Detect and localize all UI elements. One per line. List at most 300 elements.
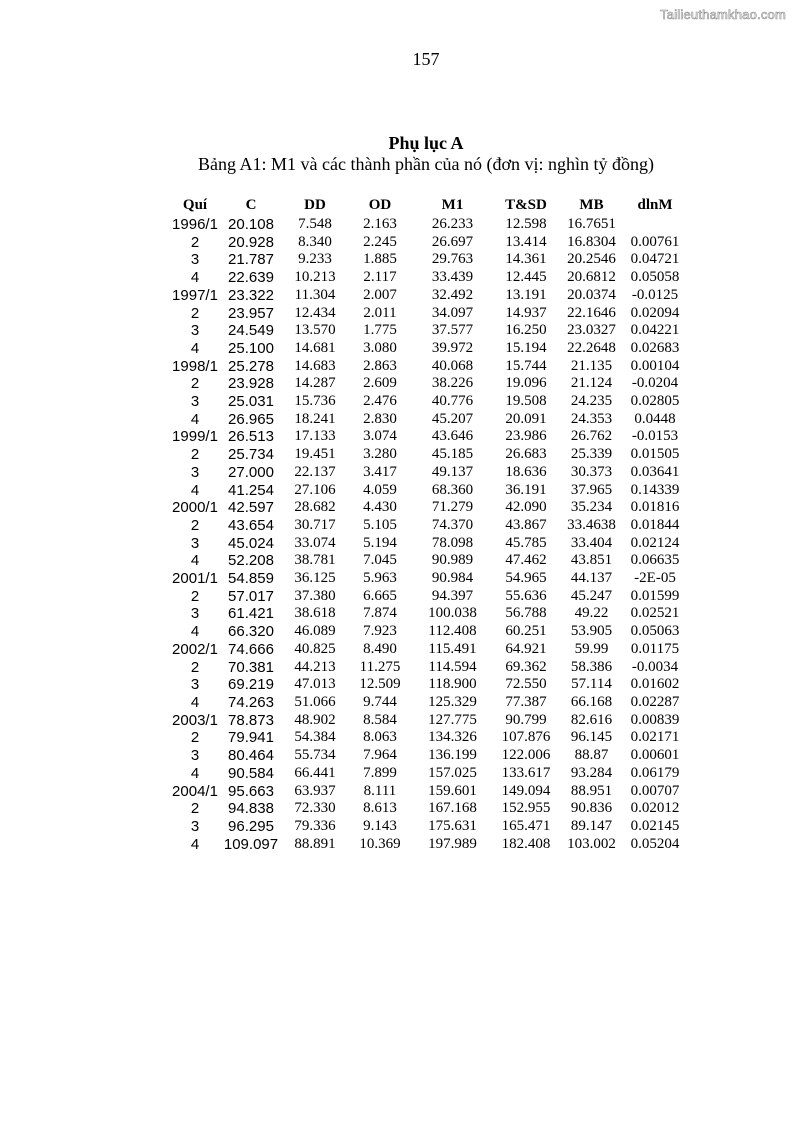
- cell-mb: 20.0374: [567, 286, 616, 303]
- cell-m1: 94.397: [431, 587, 474, 604]
- cell-od: 3.080: [363, 339, 397, 356]
- cell-mb: 20.2546: [567, 251, 616, 268]
- table-row: [172, 251, 688, 269]
- table-row: [172, 269, 688, 287]
- cell-dd: 30.717: [294, 516, 336, 533]
- table-row: [172, 641, 688, 659]
- cell-tsd: 12.445: [505, 269, 547, 286]
- cell-tsd: 12.598: [505, 216, 547, 232]
- cell-m1: 40.068: [431, 357, 474, 374]
- cell-c: 25.031: [228, 393, 274, 411]
- cell-quarter: 2: [190, 304, 200, 322]
- cell-dd: 8.340: [298, 233, 332, 250]
- cell-dlnm: 0.02124: [630, 534, 680, 551]
- cell-tsd: 77.387: [505, 693, 547, 710]
- cell-od: 2.117: [363, 269, 397, 286]
- cell-dlnm: 0.01505: [630, 446, 680, 463]
- cell-quarter: 3: [190, 817, 200, 835]
- cell-tsd: 26.683: [505, 446, 547, 463]
- cell-quarter: 3: [190, 534, 200, 552]
- cell-m1: 38.226: [431, 375, 474, 392]
- cell-dd: 14.287: [294, 375, 336, 392]
- cell-m1: 90.989: [431, 552, 474, 569]
- cell-c: 20.928: [228, 233, 274, 251]
- cell-tsd: 133.617: [501, 764, 551, 781]
- cell-c: 66.320: [228, 623, 274, 641]
- cell-od: 3.280: [363, 446, 397, 463]
- cell-dlnm: [622, 216, 688, 234]
- cell-m1: 26.697: [431, 233, 474, 250]
- cell-od: 7.923: [363, 623, 397, 640]
- data-table: [172, 194, 688, 853]
- table-header: [172, 194, 688, 216]
- cell-mb: 90.836: [570, 800, 613, 817]
- cell-mb: 26.762: [570, 428, 613, 445]
- cell-dd: 63.937: [294, 782, 336, 799]
- cell-m1: 45.185: [431, 446, 474, 463]
- cell-mb: 89.147: [570, 817, 613, 834]
- cell-c: 25.100: [228, 339, 274, 357]
- cell-m1: 45.207: [431, 410, 474, 427]
- cell-c: 69.219: [228, 676, 274, 694]
- cell-c: 27.000: [228, 463, 274, 481]
- cell-quarter: 2: [190, 516, 200, 534]
- cell-od: 3.074: [363, 428, 397, 445]
- table-body: [172, 216, 688, 853]
- table-row: [172, 446, 688, 464]
- cell-mb: 59.99: [574, 640, 609, 657]
- cell-quarter: 3: [190, 322, 200, 340]
- cell-mb: 24.353: [570, 410, 613, 427]
- table-row: [172, 358, 688, 376]
- table-row: [172, 411, 688, 429]
- cell-m1: 112.408: [428, 623, 477, 640]
- cell-od: 5.194: [363, 534, 397, 551]
- cell-m1: 175.631: [428, 817, 477, 834]
- cell-mb: 44.137: [570, 570, 613, 587]
- cell-dlnm: 0.02094: [630, 304, 680, 321]
- cell-c: 26.965: [228, 410, 274, 428]
- cell-c: 43.654: [228, 516, 274, 534]
- cell-quarter: 1999/1: [172, 428, 218, 446]
- cell-dlnm: 0.05063: [630, 623, 680, 640]
- cell-quarter: 2004/1: [172, 782, 218, 800]
- cell-c: 41.254: [228, 481, 274, 499]
- cell-c: 78.873: [228, 711, 274, 729]
- cell-c: 23.957: [228, 304, 274, 322]
- cell-dlnm: 0.02805: [630, 393, 680, 410]
- column-header-dd: DD: [304, 197, 326, 213]
- cell-m1: 100.038: [428, 605, 477, 622]
- cell-od: 3.417: [363, 463, 397, 480]
- cell-mb: 22.2648: [567, 339, 616, 356]
- cell-od: 9.744: [363, 693, 397, 710]
- cell-dd: 48.902: [294, 711, 336, 728]
- cell-tsd: 43.867: [505, 516, 547, 533]
- cell-tsd: 64.921: [505, 640, 547, 657]
- cell-quarter: 1997/1: [172, 286, 218, 304]
- table-row: [172, 552, 688, 570]
- cell-od: 2.163: [363, 216, 397, 232]
- cell-c: 26.513: [228, 428, 274, 446]
- cell-od: 2.476: [363, 393, 397, 410]
- cell-quarter: 2: [190, 587, 200, 605]
- cell-tsd: 19.508: [505, 393, 547, 410]
- cell-c: 52.208: [228, 552, 274, 570]
- table-row: [172, 287, 688, 305]
- table-row: [172, 393, 688, 411]
- cell-dd: 7.548: [298, 216, 332, 232]
- cell-mb: 22.1646: [567, 304, 616, 321]
- cell-dlnm: 0.06179: [630, 764, 680, 781]
- cell-tsd: 14.361: [505, 251, 547, 268]
- table-row: [172, 234, 688, 252]
- cell-m1: 115.491: [428, 640, 477, 657]
- cell-dlnm: -0.0034: [631, 658, 679, 675]
- cell-quarter: 4: [190, 269, 200, 287]
- cell-c: 54.859: [228, 570, 274, 588]
- cell-m1: 125.329: [428, 693, 477, 710]
- cell-quarter: 3: [190, 676, 200, 694]
- cell-m1: 197.989: [428, 835, 477, 852]
- cell-tsd: 15.194: [505, 339, 547, 356]
- cell-c: 25.278: [228, 357, 274, 375]
- cell-c: 57.017: [228, 587, 274, 605]
- cell-quarter: 4: [190, 693, 200, 711]
- cell-mb: 33.4638: [567, 516, 616, 533]
- column-header-m1: M1: [441, 197, 464, 213]
- cell-c: 109.097: [223, 835, 279, 853]
- cell-m1: 33.439: [431, 269, 474, 286]
- cell-od: 4.059: [363, 481, 397, 498]
- cell-m1: 49.137: [431, 463, 474, 480]
- table-row: [172, 712, 688, 730]
- cell-tsd: 20.091: [505, 410, 547, 427]
- cell-dlnm: 0.02145: [630, 817, 680, 834]
- cell-tsd: 13.414: [505, 233, 547, 250]
- cell-mb: 37.965: [570, 481, 613, 498]
- cell-c: 21.787: [228, 251, 274, 269]
- cell-m1: 37.577: [431, 322, 474, 339]
- cell-c: 70.381: [228, 658, 274, 676]
- cell-od: 12.509: [359, 676, 401, 693]
- cell-tsd: 23.986: [505, 428, 547, 445]
- cell-od: 7.964: [363, 747, 397, 764]
- cell-mb: 103.002: [567, 835, 616, 852]
- cell-mb: 93.284: [570, 764, 613, 781]
- table-row: [172, 375, 688, 393]
- cell-tsd: 107.876: [501, 729, 551, 746]
- cell-dlnm: 0.02521: [630, 605, 680, 622]
- cell-quarter: 4: [190, 835, 200, 853]
- cell-m1: 159.601: [428, 782, 477, 799]
- appendix-title: Phụ lục A: [388, 133, 464, 153]
- cell-dlnm: 0.00761: [630, 233, 680, 250]
- cell-quarter: 3: [190, 605, 200, 623]
- cell-dd: 15.736: [294, 393, 336, 410]
- cell-od: 2.011: [363, 304, 397, 321]
- cell-dd: 19.451: [294, 446, 336, 463]
- cell-od: 2.830: [363, 410, 397, 427]
- column-header-mb: MB: [579, 197, 604, 213]
- cell-m1: 71.279: [431, 499, 474, 516]
- cell-dlnm: 0.00839: [630, 711, 680, 728]
- cell-tsd: 56.788: [505, 605, 547, 622]
- cell-dd: 9.233: [298, 251, 332, 268]
- cell-c: 94.838: [228, 800, 274, 818]
- cell-od: 5.963: [363, 570, 397, 587]
- cell-od: 8.613: [363, 800, 397, 817]
- cell-od: 2.609: [363, 375, 397, 392]
- cell-quarter: 3: [190, 747, 200, 765]
- cell-dd: 37.380: [294, 587, 336, 604]
- cell-od: 11.275: [359, 658, 401, 675]
- cell-m1: 114.594: [428, 658, 477, 675]
- cell-dlnm: 0.01844: [630, 516, 680, 533]
- column-header-dlnm: dlnM: [637, 197, 673, 213]
- table-row: [172, 340, 688, 358]
- cell-od: 7.874: [363, 605, 397, 622]
- cell-c: 74.666: [228, 640, 274, 658]
- cell-mb: 96.145: [570, 729, 613, 746]
- cell-dd: 47.013: [294, 676, 336, 693]
- cell-c: 90.584: [228, 764, 274, 782]
- cell-dd: 66.441: [294, 764, 336, 781]
- table-row: [172, 783, 688, 801]
- column-header-tsd: T&SD: [505, 197, 547, 213]
- cell-dd: 55.734: [294, 747, 336, 764]
- cell-dd: 22.137: [294, 463, 336, 480]
- cell-od: 8.111: [363, 782, 397, 799]
- cell-tsd: 36.191: [505, 481, 547, 498]
- cell-tsd: 42.090: [505, 499, 547, 516]
- cell-dd: 51.066: [294, 693, 336, 710]
- cell-tsd: 149.094: [501, 782, 551, 799]
- cell-tsd: 152.955: [501, 800, 551, 817]
- cell-dd: 13.570: [294, 322, 336, 339]
- cell-c: 22.639: [228, 269, 274, 287]
- cell-dd: 72.330: [294, 800, 336, 817]
- cell-mb: 88.87: [574, 747, 609, 764]
- cell-m1: 136.199: [428, 747, 477, 764]
- cell-od: 1.885: [363, 251, 397, 268]
- cell-dd: 14.683: [294, 357, 336, 374]
- cell-od: 2.863: [363, 357, 397, 374]
- cell-quarter: 4: [190, 623, 200, 641]
- cell-mb: 66.168: [570, 693, 613, 710]
- cell-dd: 54.384: [294, 729, 336, 746]
- cell-dlnm: 0.05204: [630, 835, 680, 852]
- cell-mb: 24.235: [570, 393, 613, 410]
- table-row: [172, 818, 688, 836]
- cell-dlnm: 0.01816: [630, 499, 680, 516]
- cell-quarter: 4: [190, 410, 200, 428]
- table-row: [172, 464, 688, 482]
- table-row: [172, 322, 688, 340]
- table-row: [172, 676, 688, 694]
- cell-mb: 82.616: [570, 711, 613, 728]
- cell-mb: 33.404: [570, 534, 613, 551]
- cell-quarter: 1998/1: [172, 357, 218, 375]
- cell-dlnm: 0.02287: [630, 693, 680, 710]
- cell-dlnm: 0.04721: [630, 251, 680, 268]
- cell-od: 1.775: [363, 322, 397, 339]
- cell-dd: 38.618: [294, 605, 336, 622]
- cell-mb: 20.6812: [567, 269, 616, 286]
- cell-quarter: 2000/1: [172, 499, 218, 517]
- cell-m1: 32.492: [431, 286, 474, 303]
- cell-dlnm: 0.01602: [630, 676, 680, 693]
- cell-od: 6.665: [363, 587, 397, 604]
- cell-c: 95.663: [228, 782, 274, 800]
- table-row: [172, 836, 688, 854]
- cell-quarter: 4: [190, 481, 200, 499]
- cell-tsd: 47.462: [505, 552, 547, 569]
- cell-dlnm: 0.00104: [630, 357, 680, 374]
- cell-mb: 25.339: [570, 446, 613, 463]
- table-row: [172, 729, 688, 747]
- cell-c: 61.421: [228, 605, 274, 623]
- cell-tsd: 72.550: [505, 676, 547, 693]
- cell-dd: 17.133: [294, 428, 336, 445]
- cell-m1: 39.972: [431, 339, 474, 356]
- cell-dd: 36.125: [294, 570, 336, 587]
- cell-c: 79.941: [228, 729, 274, 747]
- cell-m1: 167.168: [428, 800, 477, 817]
- cell-quarter: 3: [190, 251, 200, 269]
- cell-mb: 49.22: [574, 605, 609, 622]
- cell-quarter: 2: [190, 729, 200, 747]
- cell-mb: 21.135: [570, 357, 613, 374]
- cell-c: 80.464: [228, 747, 274, 765]
- cell-quarter: 2001/1: [172, 570, 218, 588]
- cell-dlnm: 0.00707: [630, 782, 680, 799]
- cell-tsd: 13.191: [505, 286, 547, 303]
- cell-quarter: 3: [190, 463, 200, 481]
- cell-dd: 14.681: [294, 339, 336, 356]
- table-row: [172, 570, 688, 588]
- cell-od: 2.007: [363, 286, 397, 303]
- cell-tsd: 55.636: [505, 587, 547, 604]
- cell-m1: 29.763: [431, 251, 474, 268]
- cell-od: 8.490: [363, 640, 397, 657]
- cell-mb: 45.247: [570, 587, 613, 604]
- cell-od: 7.899: [363, 764, 397, 781]
- cell-od: 5.105: [363, 516, 397, 533]
- cell-quarter: 2: [190, 800, 200, 818]
- cell-dd: 10.213: [294, 269, 336, 286]
- cell-dd: 44.213: [294, 658, 336, 675]
- cell-od: 2.245: [363, 233, 397, 250]
- cell-dlnm: 0.06635: [630, 552, 680, 569]
- cell-tsd: 182.408: [501, 835, 551, 852]
- cell-od: 7.045: [363, 552, 397, 569]
- table-row: [172, 747, 688, 765]
- cell-c: 23.928: [228, 375, 274, 393]
- cell-mb: 35.234: [570, 499, 613, 516]
- cell-dd: 88.891: [294, 835, 336, 852]
- cell-od: 4.430: [363, 499, 397, 516]
- cell-tsd: 45.785: [505, 534, 547, 551]
- cell-mb: 88.951: [570, 782, 613, 799]
- cell-tsd: 18.636: [505, 463, 547, 480]
- cell-c: 20.108: [228, 216, 274, 233]
- cell-m1: 68.360: [431, 481, 474, 498]
- cell-m1: 90.984: [431, 570, 474, 587]
- cell-m1: 127.775: [428, 711, 477, 728]
- cell-m1: 34.097: [431, 304, 474, 321]
- cell-dd: 11.304: [294, 286, 336, 303]
- cell-od: 8.063: [363, 729, 397, 746]
- cell-quarter: 2: [190, 375, 200, 393]
- table-row: [172, 800, 688, 818]
- cell-mb: 57.114: [571, 676, 612, 693]
- cell-quarter: 3: [190, 393, 200, 411]
- table-row: [172, 499, 688, 517]
- cell-tsd: 54.965: [505, 570, 547, 587]
- table-row: [172, 588, 688, 606]
- cell-dlnm: 0.01175: [630, 640, 680, 657]
- cell-tsd: 16.250: [505, 322, 547, 339]
- cell-dlnm: 0.05058: [630, 269, 680, 286]
- cell-mb: 58.386: [570, 658, 613, 675]
- cell-tsd: 122.006: [501, 747, 551, 764]
- cell-dd: 79.336: [294, 817, 336, 834]
- cell-m1: 78.098: [431, 534, 474, 551]
- cell-tsd: 19.096: [505, 375, 547, 392]
- cell-m1: 118.900: [428, 676, 477, 693]
- cell-c: 24.549: [228, 322, 274, 340]
- cell-dd: 46.089: [294, 623, 336, 640]
- table-row: [172, 659, 688, 677]
- cell-dd: 18.241: [294, 410, 336, 427]
- cell-m1: 134.326: [428, 729, 477, 746]
- cell-mb: 23.0327: [567, 322, 616, 339]
- cell-c: 23.322: [228, 286, 274, 304]
- column-header-quarter: Quí: [182, 197, 208, 213]
- table-row: [172, 765, 688, 783]
- cell-tsd: 60.251: [505, 623, 547, 640]
- cell-quarter: 2: [190, 446, 200, 464]
- cell-dlnm: -2E-05: [634, 570, 676, 587]
- cell-od: 9.143: [363, 817, 397, 834]
- cell-quarter: 4: [190, 339, 200, 357]
- cell-mb: 16.8304: [567, 233, 616, 250]
- cell-c: 42.597: [228, 499, 274, 517]
- cell-od: 8.584: [363, 711, 397, 728]
- cell-dlnm: 0.00601: [630, 747, 680, 764]
- cell-dlnm: 0.04221: [630, 322, 680, 339]
- cell-mb: 30.373: [570, 463, 613, 480]
- cell-c: 45.024: [228, 534, 274, 552]
- cell-dd: 27.106: [294, 481, 336, 498]
- cell-quarter: 1996/1: [172, 216, 218, 233]
- cell-dlnm: 0.03641: [630, 463, 680, 480]
- cell-quarter: 4: [190, 764, 200, 782]
- column-header-c: C: [245, 197, 257, 213]
- table-row: [172, 605, 688, 623]
- table-row: [172, 428, 688, 446]
- cell-m1: 43.646: [431, 428, 474, 445]
- cell-c: 74.263: [228, 693, 274, 711]
- cell-c: 96.295: [228, 817, 274, 835]
- table-row: [172, 623, 688, 641]
- cell-tsd: 90.799: [505, 711, 547, 728]
- cell-dlnm: -0.0153: [631, 428, 679, 445]
- cell-dd: 12.434: [294, 304, 336, 321]
- cell-dlnm: 0.02683: [630, 339, 680, 356]
- cell-c: 25.734: [228, 446, 274, 464]
